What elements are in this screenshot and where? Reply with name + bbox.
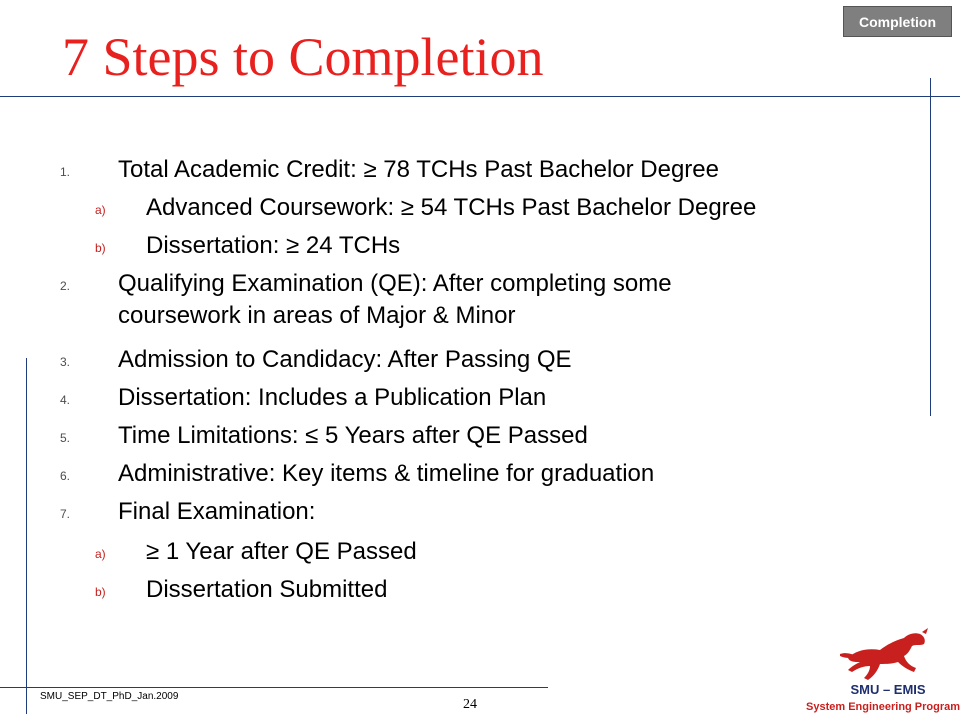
item-number: b) <box>95 241 106 255</box>
item-number: 5. <box>60 431 71 445</box>
item-number: a) <box>95 203 106 217</box>
item-text: Dissertation: ≥ 24 TCHs <box>146 232 401 259</box>
item-text: Administrative: Key items & timeline for graduation <box>118 460 655 487</box>
item-text-continued: coursework in areas of Major & Minor <box>118 302 516 329</box>
item-number: 4. <box>60 393 71 407</box>
item-text: ≥ 1 Year after QE Passed <box>146 538 417 565</box>
slide-title: 7 Steps to Completion <box>62 27 544 87</box>
program-name: System Engineering Program <box>806 701 960 713</box>
item-text: Final Examination: <box>118 498 316 525</box>
item-number: a) <box>95 547 106 561</box>
item-text: Time Limitations: ≤ 5 Years after QE Passed <box>118 422 588 449</box>
item-text: Total Academic Credit: ≥ 78 TCHs Past Bachelor Degree <box>118 156 719 183</box>
item-number: 6. <box>60 469 71 483</box>
item-text: Dissertation Submitted <box>146 576 388 603</box>
item-text: Advanced Coursework: ≥ 54 TCHs Past Bachelor Degree <box>146 194 757 221</box>
document-id: SMU_SEP_DT_PhD_Jan.2009 <box>40 691 179 702</box>
organization-name: SMU – EMIS <box>850 682 926 697</box>
item-number: 1. <box>60 165 71 179</box>
item-number: 3. <box>60 355 71 369</box>
item-text: Dissertation: Includes a Publication Plan <box>118 384 547 411</box>
item-number: 2. <box>60 279 71 293</box>
page-number: 24 <box>463 697 477 712</box>
item-text: Qualifying Examination (QE): After completing some <box>118 270 672 297</box>
bottom-rule <box>0 687 548 688</box>
section-badge: Completion <box>843 6 952 37</box>
item-number: 7. <box>60 507 71 521</box>
mustang-horse-icon <box>838 628 930 686</box>
item-number: b) <box>95 585 106 599</box>
item-text: Admission to Candidacy: After Passing QE <box>118 346 572 373</box>
